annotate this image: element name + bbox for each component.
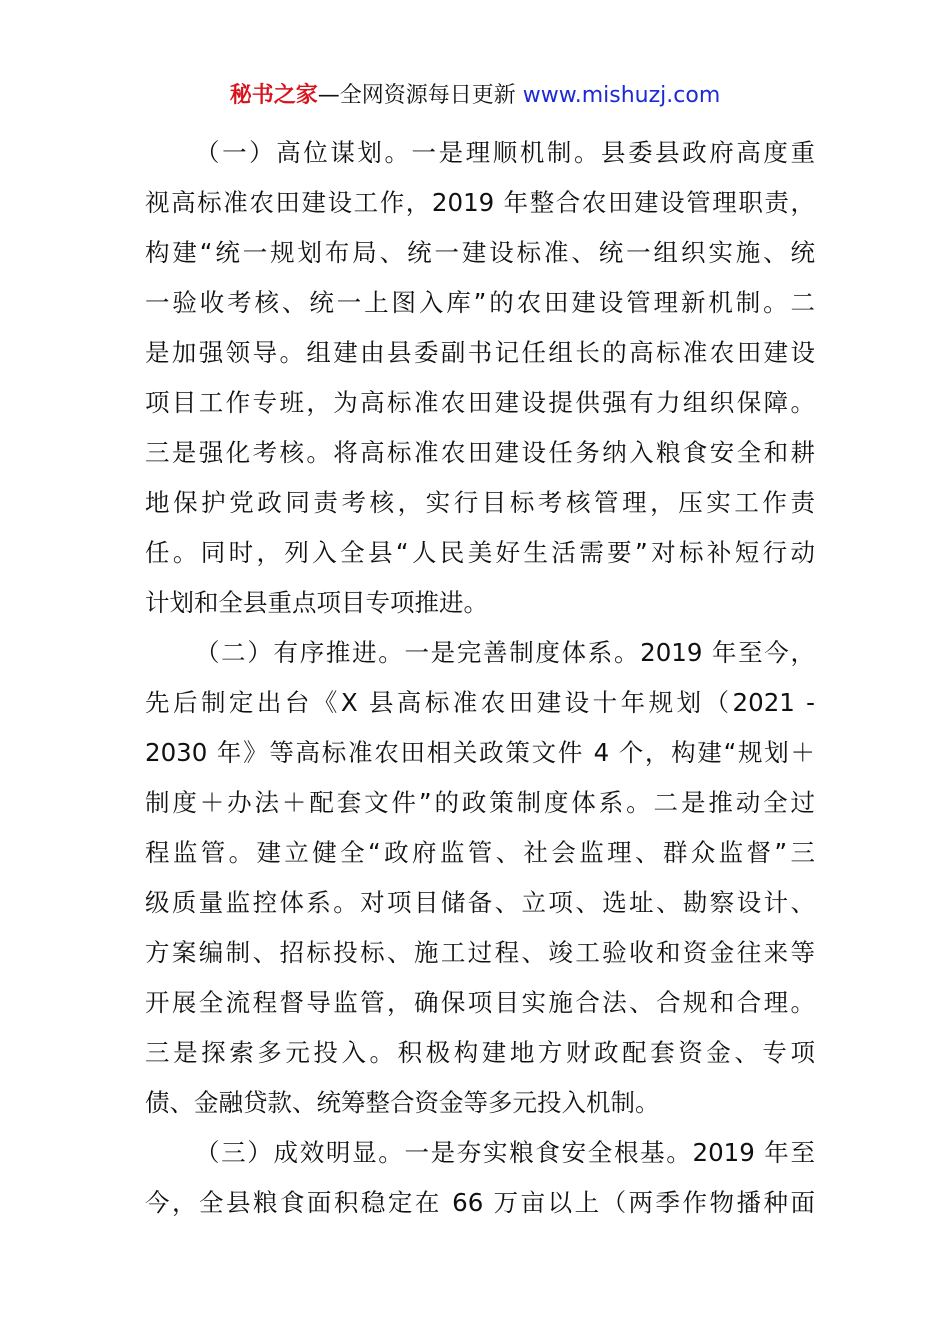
site-header	[0, 80, 950, 112]
site-url-link[interactable]: www.mishuzj.com	[522, 83, 721, 108]
paragraph-line: 任。同时，列入全县“人民美好生活需要”对标补短行动	[145, 538, 815, 567]
paragraph-line: 今，全县粮食面积稳定在 66 万亩以上（两季作物播种面	[145, 1188, 815, 1217]
paragraph-line: 2030 年》等高标准农田相关政策文件 4 个，构建“规划＋	[145, 738, 815, 767]
paragraph-line: 方案编制、招标投标、施工过程、竣工验收和资金往来等	[145, 938, 815, 967]
paragraph-line: （三）成效明显。一是夯实粮食安全根基。2019 年至	[195, 1138, 815, 1167]
paragraph-line: 制度＋办法＋配套文件”的政策制度体系。二是推动全过	[145, 788, 815, 817]
brand-name: 秘书之家	[229, 83, 318, 108]
paragraph-line: 债、金融贷款、统筹整合资金等多元投入机制。	[145, 1088, 660, 1117]
paragraph-line: 项目工作专班，为高标准农田建设提供强有力组织保障。	[145, 388, 815, 417]
paragraph-line: 程监管。建立健全“政府监管、社会监理、群众监督”三	[145, 838, 815, 867]
paragraph-line: 计划和全县重点项目专项推进。	[145, 588, 488, 617]
paragraph-line: （二）有序推进。一是完善制度体系。2019 年至今，	[195, 638, 815, 667]
paragraph-line: 级质量监控体系。对项目储备、立项、选址、勘察设计、	[145, 888, 815, 917]
paragraph-line: 是加强领导。组建由县委副书记任组长的高标准农田建设	[145, 338, 815, 367]
paragraph-line: 三是强化考核。将高标准农田建设任务纳入粮食安全和耕	[145, 438, 815, 467]
document-body	[145, 128, 815, 1228]
paragraph-line: 三是探索多元投入。积极构建地方财政配套资金、专项	[145, 1038, 815, 1067]
paragraph-line: 地保护党政同责考核，实行目标考核管理，压实工作责	[145, 488, 815, 517]
paragraph-2	[145, 628, 815, 1128]
paragraph-line: 先后制定出台《X 县高标准农田建设十年规划（2021 -	[145, 688, 815, 717]
site-tagline: —全网资源每日更新	[317, 83, 516, 108]
paragraph-line: 一验收考核、统一上图入库”的农田建设管理新机制。二	[145, 288, 815, 317]
paragraph-line: 视高标准农田建设工作，2019 年整合农田建设管理职责，	[145, 188, 815, 217]
paragraph-3	[145, 1128, 815, 1228]
paragraph-1	[145, 128, 815, 628]
paragraph-line: （一）高位谋划。一是理顺机制。县委县政府高度重	[195, 138, 815, 167]
paragraph-line: 开展全流程督导监管，确保项目实施合法、合规和合理。	[145, 988, 815, 1017]
paragraph-line: 构建“统一规划布局、统一建设标准、统一组织实施、统	[145, 238, 815, 267]
